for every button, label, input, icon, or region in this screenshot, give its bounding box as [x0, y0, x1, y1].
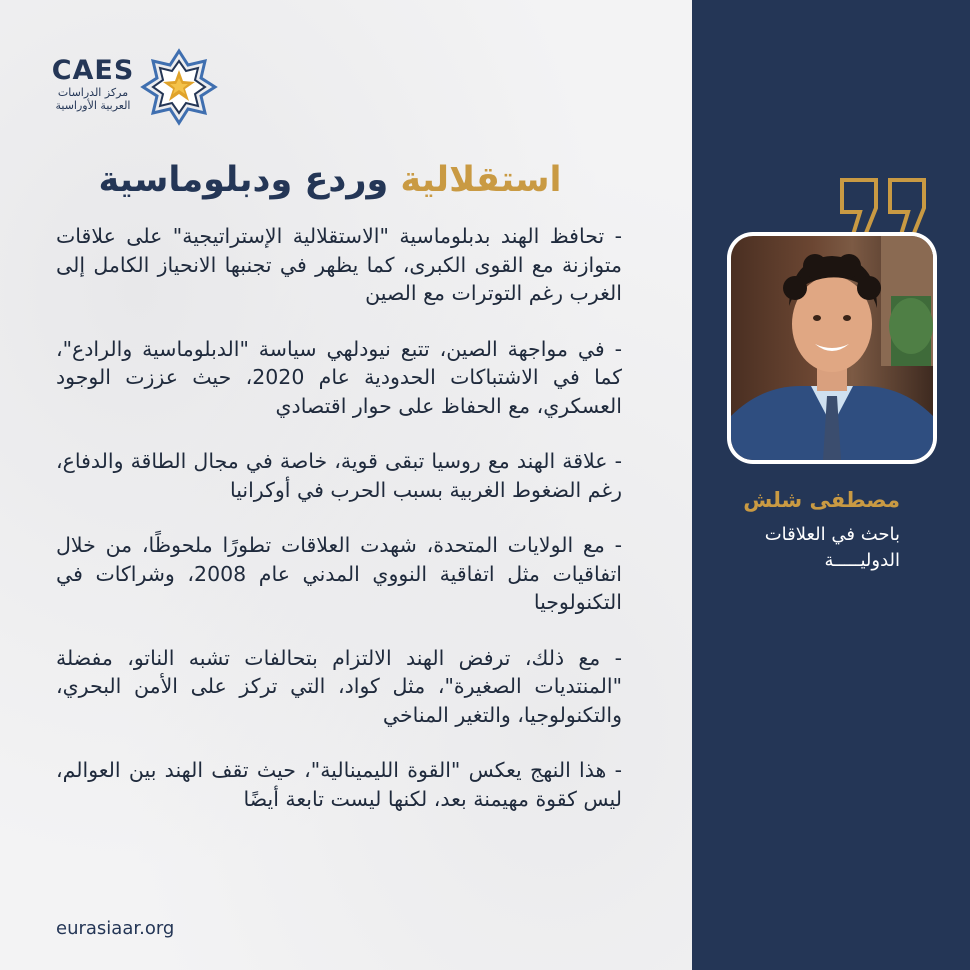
- page-title: [60, 155, 600, 205]
- paragraph-4: - مع الولايات المتحدة، شهدت العلاقات تطورًا ملحوظًا، من خلال اتفاقيات مثل اتفاقية النووي المدني عام 2008، وشراكات في التكنولوجيا: [56, 533, 622, 614]
- paragraph-3: - علاقة الهند مع روسيا تبقى قوية، خاصة في مجال الطاقة والدفاع، رغم الضغوط الغربية بسبب الحرب في أوكرانيا: [56, 449, 622, 502]
- logo-arabic-line2: العربية الأوراسية: [55, 99, 131, 112]
- logo-acronym: CAES: [51, 55, 135, 86]
- title-accent: استقلالية: [400, 160, 562, 200]
- paragraph-2: - في مواجهة الصين، تتبع نيودلهي سياسة "الدبلوماسية والرادع"، كما في الاشتباكات الحدودية عام 2020، حيث عززت الوجود العسكري، مع الحفاظ على حوار اقتصادي: [56, 336, 622, 418]
- logo-arabic-line1: مركز الدراسات: [57, 86, 129, 99]
- caes-logo: [50, 48, 220, 128]
- website-link[interactable]: eurasiaar.org: [56, 918, 175, 939]
- author-role-line2: الدوليـــــة: [824, 550, 900, 571]
- author-role-line1: باحث في العلاقات: [764, 524, 900, 545]
- paragraph-6: - هذا النهج يعكس "القوة الليمينالية"، حيث تقف الهند بين العوالم، ليس كقوة مهيمنة بعد، لكنها ليست تابعة أيضًا: [56, 758, 622, 811]
- title-main: وردع ودبلوماسية: [98, 160, 401, 200]
- article-body: [56, 222, 622, 840]
- author-role: [700, 522, 900, 574]
- author-portrait-icon: [731, 236, 933, 460]
- logo-text: [50, 56, 136, 112]
- author-name: مصطفى شلش: [743, 488, 900, 512]
- star-emblem-icon: [140, 48, 218, 126]
- paragraph-5: - مع ذلك، ترفض الهند الالتزام بتحالفات تشبه الناتو، مفضلة "المنتديات الصغيرة"، مثل كواد، التي تركز على الأمن البحري، والتكنولوجيا، والتغير المناخي: [56, 645, 622, 727]
- paragraph-1: - تحافظ الهند بدبلوماسية "الاستقلالية الإستراتيجية" على علاقات متوازنة مع القوى الكبرى، كما يظهر في تجنبها الانحياز الكامل إلى الغرب رغم التوترات مع الصين: [56, 224, 622, 305]
- sidebar-panel: [692, 0, 970, 970]
- author-photo: [731, 236, 933, 460]
- author-photo-frame: [727, 232, 937, 464]
